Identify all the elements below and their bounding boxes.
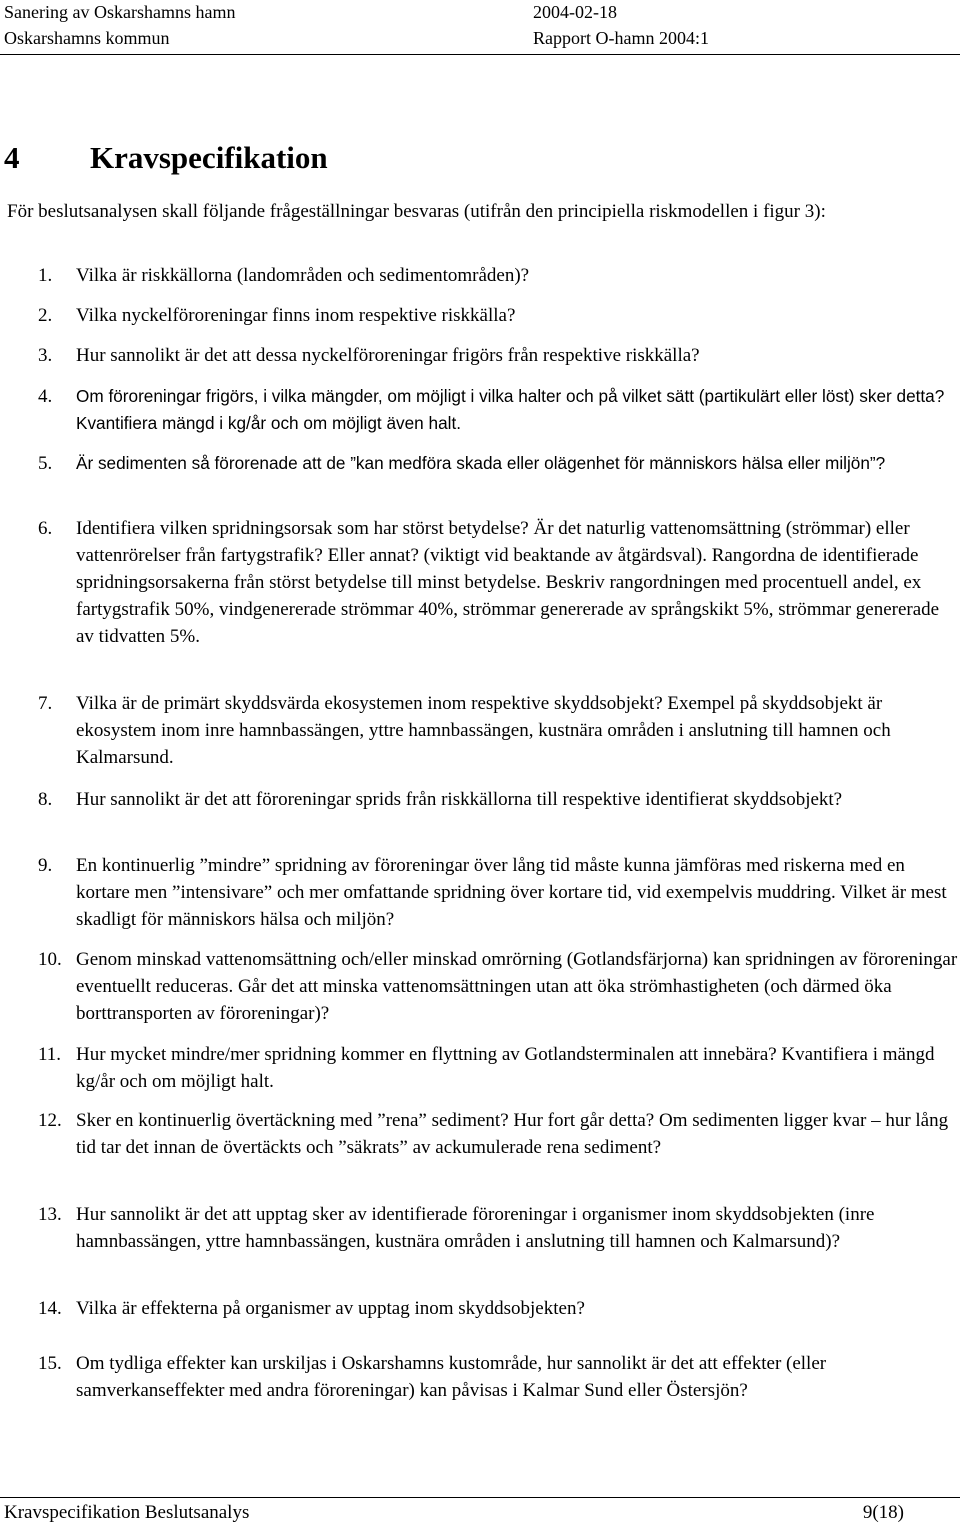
list-item-number: 11. bbox=[38, 1044, 62, 1065]
list-item-text: Hur mycket mindre/mer spridning kommer en flyttning av Gotlandsterminalen att innebära? Kvantifiera i mängd kg/år och om möjligt halt. bbox=[76, 1044, 935, 1092]
list-item-number: 5. bbox=[38, 453, 53, 474]
doc-date: 2004-02-18 bbox=[533, 2, 617, 22]
list-item-text: Vilka nyckelföroreningar finns inom respektive riskkälla? bbox=[76, 305, 516, 326]
list-item-text: Hur sannolikt är det att dessa nyckelföroreningar frigörs från respektive riskkälla? bbox=[76, 345, 700, 366]
list-item-number: 7. bbox=[38, 693, 53, 714]
list-item-number: 3. bbox=[38, 345, 53, 366]
list-item-number: 9. bbox=[38, 855, 53, 876]
list-item-text: En kontinuerlig ”mindre” spridning av föroreningar över lång tid måste kunna jämföras med riskerna med en kortare men ”intensivare” och mer omfattande spridning över kortare tid, vid exempelvis muddring. Vilket är mest skadligt för människors hälsa och miljön? bbox=[76, 855, 947, 930]
list-item-text: Vilka är riskkällorna (landområden och sedimentområden)? bbox=[76, 265, 530, 286]
list-item-number: 1. bbox=[38, 265, 53, 286]
list-item-text: Är sedimenten så förorenade att de ”kan medföra skada eller olägenhet för människors hälsa eller miljön”? bbox=[76, 453, 886, 473]
list-item-number: 14. bbox=[38, 1298, 62, 1319]
list-item-text: Om tydliga effekter kan urskiljas i Oskarshamns kustområde, hur sannolikt är det att effekter (eller samverkanseffekter med andra föroreningar) kan påvisas i Kalmar Sund eller Östersjön? bbox=[76, 1353, 827, 1401]
list-item-number: 15. bbox=[38, 1353, 62, 1374]
list-item-text: Identifiera vilken spridningsorsak som har störst betydelse? Är det naturlig vattenomsättning (strömmar) eller vattenrörelser från fartygstrafik? Eller annat? (viktigt vid beaktande av åtgärdsval). Rangordna de identifierade spridningsorsakerna från störst betydelse till minst betydelse. Beskriv rangordningen med procentuell andel, ex fartygstrafik 50%, vindgenererade strömmar 40%, strömmar genererade av språngskikt 5%, strömmar genererade av tidvatten 5%. bbox=[76, 518, 940, 647]
list-item-number: 8. bbox=[38, 789, 53, 810]
footer-section-label: Kravspecifikation Beslutsanalys bbox=[4, 1502, 250, 1523]
doc-report-id: Rapport O-hamn 2004:1 bbox=[533, 28, 709, 48]
list-item-number: 12. bbox=[38, 1110, 62, 1131]
list-item-text: Vilka är effekterna på organismer av upptag inom skyddsobjekten? bbox=[76, 1298, 585, 1319]
list-item-number: 6. bbox=[38, 518, 53, 539]
doc-organization: Oskarshamns kommun bbox=[4, 28, 170, 48]
list-item-number: 13. bbox=[38, 1204, 62, 1225]
list-item-text: Vilka är de primärt skyddsvärda ekosystemen inom respektive skyddsobjekt? Exempel på skyddsobjekt är ekosystem inom inre hamnbassängen, yttre hamnbassängen, kustnära områden i anslutning till hamnen och Kalmarsund. bbox=[76, 693, 891, 768]
list-item-number: 2. bbox=[38, 305, 53, 326]
list-item-text: Hur sannolikt är det att upptag sker av identifierade föroreningar i organismer inom skyddsobjekten (inre hamnbassängen, yttre hamnbassängen, kustnära områden i anslutning till hamnen och Kalmarsund)? bbox=[76, 1204, 875, 1252]
doc-title: Sanering av Oskarshamns hamn bbox=[4, 2, 236, 22]
section-number: 4 bbox=[4, 140, 20, 175]
list-item-number: 10. bbox=[38, 949, 62, 970]
list-item-text: Om föroreningar frigörs, i vilka mängder, om möjligt i vilka halter och på vilket sätt (partikulärt eller löst) sker detta? Kvantifiera mängd i kg/år och om möjligt även halt. bbox=[76, 386, 945, 433]
page-number: 9(18) bbox=[862, 1502, 904, 1523]
footer-divider bbox=[0, 1497, 960, 1498]
list-item-text: Hur sannolikt är det att föroreningar sprids från riskkällorna till respektive identifierat skyddsobjekt? bbox=[76, 789, 843, 810]
list-item-text: Sker en kontinuerlig övertäckning med ”rena” sediment? Hur fort går detta? Om sedimenten ligger kvar – hur lång tid tar det innan de övertäckts och ”säkrats” av ackumulerade rena sediment? bbox=[76, 1110, 949, 1158]
list-item-number: 4. bbox=[38, 386, 53, 407]
section-title: Kravspecifikation bbox=[90, 140, 328, 175]
section-intro: För beslutsanalysen skall följande frågeställningar besvaras (utifrån den principiella riskmodellen i figur 3): bbox=[7, 201, 826, 222]
section-heading bbox=[4, 139, 328, 177]
header-divider bbox=[0, 54, 960, 55]
list-item-text: Genom minskad vattenomsättning och/eller minskad omrörning (Gotlandsfärjorna) kan spridningen av föroreningar eventuellt reduceras. Går det att minska vattenomsättningen utan att öka strömhastigheten (och därmed öka borttransporten av föroreningar)? bbox=[76, 949, 958, 1024]
